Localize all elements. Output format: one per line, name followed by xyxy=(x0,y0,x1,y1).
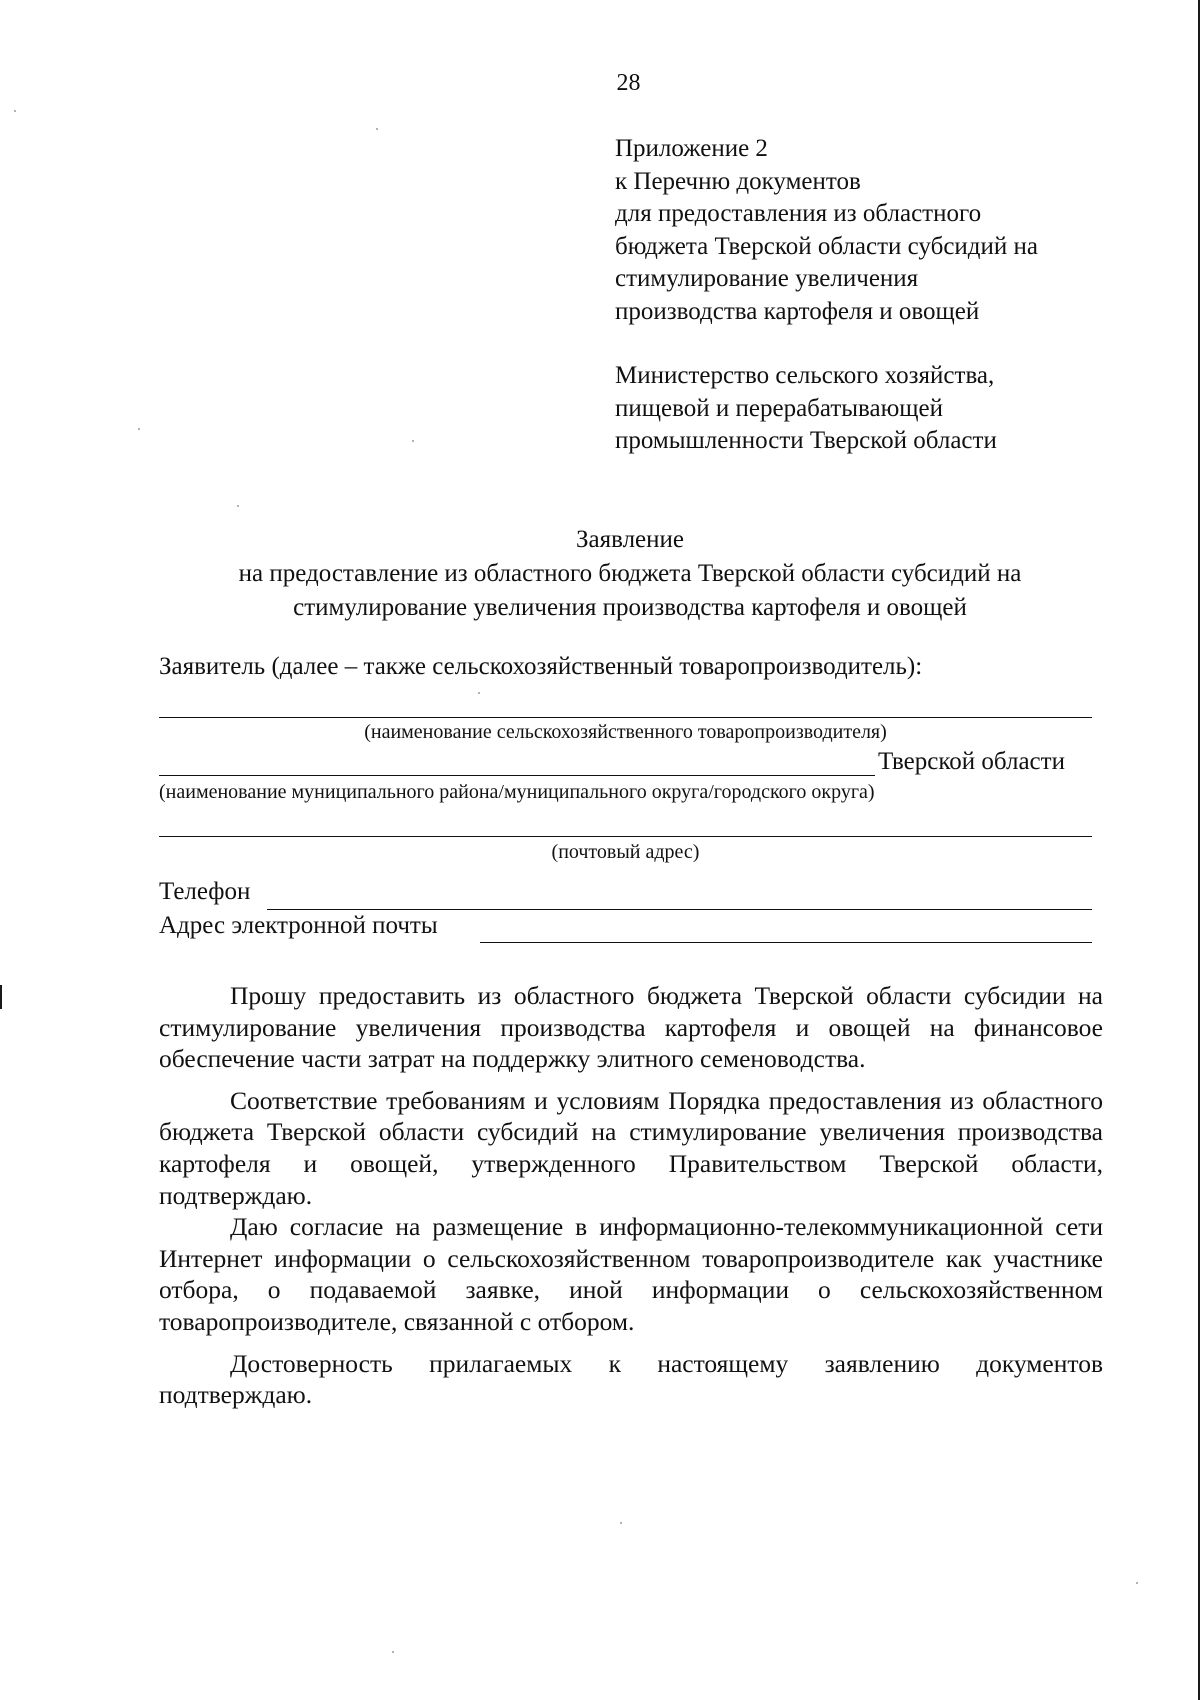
scan-speck xyxy=(376,128,378,130)
addressee-line: Министерство сельского хозяйства, xyxy=(615,362,995,389)
scan-speck xyxy=(1136,1582,1138,1584)
statement-subtitle: стимулирование увеличения производства картофеля и овощей xyxy=(293,594,967,621)
addressee-line: промышленности Тверской области xyxy=(615,427,997,454)
scan-speck xyxy=(478,692,480,694)
addressee-line: пищевой и перерабатывающей xyxy=(615,394,944,422)
applicant-name-field[interactable] xyxy=(159,717,1092,718)
municipality-field[interactable] xyxy=(159,775,875,776)
annex-line: стимулирование увеличения xyxy=(615,265,919,292)
phone-field[interactable] xyxy=(267,909,1092,910)
email-label: Адрес электронной почты xyxy=(159,912,438,939)
statement-subtitle: на предоставление из областного бюджета Тверской области субсидий на xyxy=(238,560,1022,587)
statement-body xyxy=(159,980,1103,1411)
scan-speck xyxy=(412,440,414,442)
scan-speck xyxy=(237,505,239,507)
applicant-label: Заявитель (далее – также сельскохозяйственный товаропроизводитель): xyxy=(159,653,923,680)
postal-address-caption: (почтовый адрес) xyxy=(551,841,700,863)
body-paragraph: Прошу предоставить из областного бюджета Тверской области субсидии на стимулирование увеличения производства картофеля и овощей на финансовое обеспечение части затрат на поддержку элитного семеноводства. xyxy=(159,981,1103,1074)
page-number: 28 xyxy=(616,70,641,96)
statement-title-block xyxy=(130,523,1130,625)
postal-address-field[interactable] xyxy=(159,836,1092,837)
body-paragraph: Достоверность прилагаемых к настоящему заявлению документов подтверждаю. xyxy=(159,1348,1103,1410)
annex-header xyxy=(615,133,1135,328)
scan-speck xyxy=(620,1522,622,1524)
annex-line: производства картофеля и овощей xyxy=(615,297,980,325)
body-paragraph: Соответствие требованиям и условиям Порядка предоставления из областного бюджета Тверской области субсидий на стимулирование увеличения производства картофеля и овощей, утвержденного Правительством Тверской области, подтверждаю. xyxy=(159,1085,1103,1210)
statement-title: Заявление xyxy=(575,526,685,553)
municipality-caption: (наименование муниципального района/муниципального округа/городского округа) xyxy=(159,781,875,803)
applicant-name-caption: (наименование сельскохозяйственного товаропроизводителя) xyxy=(364,721,887,743)
scan-speck xyxy=(138,428,140,430)
scan-speck xyxy=(392,1651,394,1653)
annex-line: Приложение 2 xyxy=(615,135,768,162)
annex-line: к Перечню документов xyxy=(615,167,861,195)
region-suffix: Тверской области xyxy=(878,748,1065,775)
annex-line: бюджета Тверской области субсидий на xyxy=(615,232,1038,260)
annex-line: для предоставления из областного xyxy=(615,200,982,227)
scan-speck xyxy=(14,110,16,112)
phone-label: Телефон xyxy=(159,878,251,905)
scan-edge-left xyxy=(0,985,2,1009)
addressee-block xyxy=(615,360,1135,458)
body-paragraph: Даю согласие на размещение в информационно-телекоммуникационной сети Интернет информации о сельскохозяйственном товаропроизводителе как участнике отбора, о подаваемой заявке, иной информации о сельскохозяйственном товаропроизводителе, связанной с отбором. xyxy=(159,1212,1103,1336)
email-field[interactable] xyxy=(480,942,1092,943)
